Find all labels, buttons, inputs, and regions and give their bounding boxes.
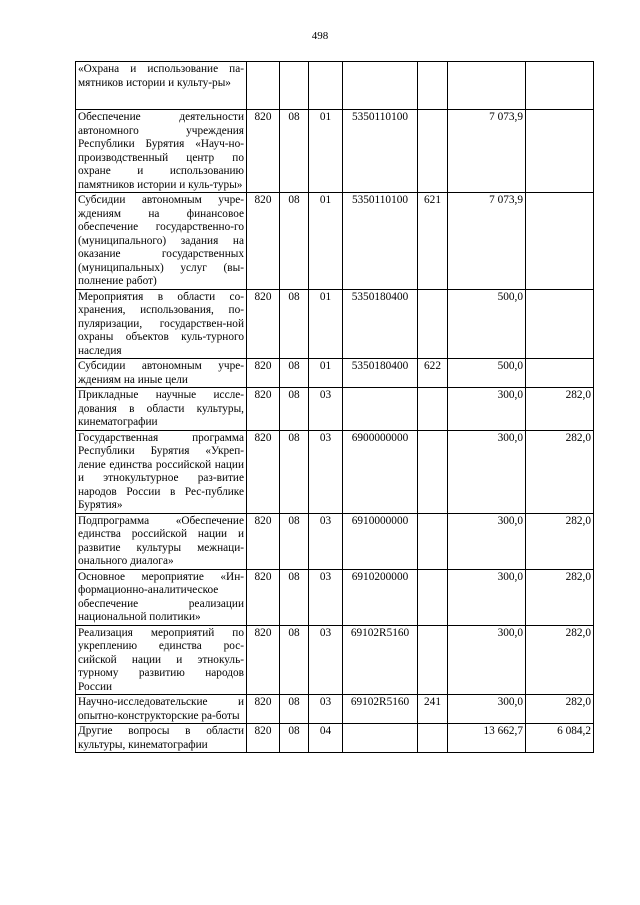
item-name-cell: Научно-исследовательские и опытно-конструкторские ра-боты: [76, 695, 247, 724]
expense-type-cell: [418, 724, 448, 753]
amount-first-cell: 7 073,9: [448, 193, 526, 290]
table-row: [76, 625, 594, 695]
item-name-cell: Субсидии автономным учре-ждениям на иные цели: [76, 359, 247, 388]
section-code-cell: 08: [280, 430, 309, 513]
expense-type-cell: [418, 289, 448, 359]
ministry-code-cell: 820: [247, 110, 280, 193]
subsection-code-cell: 03: [309, 625, 343, 695]
amount-first-cell: [448, 62, 526, 110]
amount-second-cell: [526, 289, 594, 359]
expense-type-cell: [418, 62, 448, 110]
table-row: [76, 724, 594, 753]
section-code-cell: 08: [280, 569, 309, 625]
ministry-code-cell: 820: [247, 513, 280, 569]
subsection-code-cell: 03: [309, 695, 343, 724]
table-row: [76, 193, 594, 290]
amount-second-cell: 282,0: [526, 430, 594, 513]
item-name-cell: Реализация мероприятий по укреплению единства рос-сийской нации и этнокуль-турному развитию народов России: [76, 625, 247, 695]
ministry-code-cell: 820: [247, 724, 280, 753]
amount-first-cell: 300,0: [448, 625, 526, 695]
section-code-cell: 08: [280, 513, 309, 569]
target-code-cell: 6910000000: [343, 513, 418, 569]
amount-first-cell: 300,0: [448, 513, 526, 569]
ministry-code-cell: 820: [247, 695, 280, 724]
amount-second-cell: 6 084,2: [526, 724, 594, 753]
table-row: [76, 569, 594, 625]
target-code-cell: 5350180400: [343, 289, 418, 359]
ministry-code-cell: 820: [247, 289, 280, 359]
amount-first-cell: 7 073,9: [448, 110, 526, 193]
section-code-cell: 08: [280, 724, 309, 753]
section-code-cell: [280, 62, 309, 110]
ministry-code-cell: 820: [247, 388, 280, 431]
amount-second-cell: 282,0: [526, 625, 594, 695]
amount-first-cell: 500,0: [448, 359, 526, 388]
amount-second-cell: 282,0: [526, 388, 594, 431]
amount-first-cell: 300,0: [448, 430, 526, 513]
target-code-cell: [343, 388, 418, 431]
expense-type-cell: [418, 388, 448, 431]
expense-type-cell: 621: [418, 193, 448, 290]
table-row: [76, 695, 594, 724]
table-row: [76, 62, 594, 110]
subsection-code-cell: 03: [309, 513, 343, 569]
ministry-code-cell: 820: [247, 430, 280, 513]
target-code-cell: 5350180400: [343, 359, 418, 388]
ministry-code-cell: 820: [247, 359, 280, 388]
amount-second-cell: [526, 110, 594, 193]
budget-table-body: [76, 62, 594, 753]
amount-second-cell: 282,0: [526, 695, 594, 724]
subsection-code-cell: 01: [309, 289, 343, 359]
subsection-code-cell: 01: [309, 359, 343, 388]
target-code-cell: 6910200000: [343, 569, 418, 625]
target-code-cell: 5350110100: [343, 193, 418, 290]
expense-type-cell: [418, 569, 448, 625]
expense-type-cell: [418, 430, 448, 513]
section-code-cell: 08: [280, 289, 309, 359]
amount-first-cell: 300,0: [448, 569, 526, 625]
subsection-code-cell: 01: [309, 110, 343, 193]
target-code-cell: 5350110100: [343, 110, 418, 193]
amount-first-cell: 300,0: [448, 695, 526, 724]
item-name-cell: Другие вопросы в области культуры, кинематографии: [76, 724, 247, 753]
amount-second-cell: [526, 193, 594, 290]
amount-first-cell: 13 662,7: [448, 724, 526, 753]
section-code-cell: 08: [280, 695, 309, 724]
target-code-cell: 69102R5160: [343, 695, 418, 724]
target-code-cell: [343, 62, 418, 110]
item-name-cell: Основное мероприятие «Ин-формационно-аналитическое обеспечение реализации национальной политики»: [76, 569, 247, 625]
table-row: [76, 110, 594, 193]
target-code-cell: 69102R5160: [343, 625, 418, 695]
table-row: [76, 289, 594, 359]
item-name-cell: Прикладные научные иссле-дования в области культуры, кинематографии: [76, 388, 247, 431]
section-code-cell: 08: [280, 388, 309, 431]
subsection-code-cell: [309, 62, 343, 110]
amount-second-cell: 282,0: [526, 513, 594, 569]
item-name-cell: Субсидии автономным учре-ждениям на финансовое обеспечение государственно-го (муниципального) задания на оказание государственных (муниципальных) услуг (вы-полнение работ): [76, 193, 247, 290]
expense-type-cell: [418, 110, 448, 193]
section-code-cell: 08: [280, 110, 309, 193]
amount-second-cell: [526, 62, 594, 110]
subsection-code-cell: 04: [309, 724, 343, 753]
table-row: [76, 430, 594, 513]
item-name-cell: «Охрана и использование па-мятников истории и культу-ры»: [76, 62, 247, 110]
target-code-cell: [343, 724, 418, 753]
section-code-cell: 08: [280, 625, 309, 695]
item-name-cell: Подпрограмма «Обеспечение единства российской нации и развитие культуры межнаци-онального диалога»: [76, 513, 247, 569]
amount-first-cell: 300,0: [448, 388, 526, 431]
subsection-code-cell: 03: [309, 430, 343, 513]
amount-second-cell: [526, 359, 594, 388]
section-code-cell: 08: [280, 359, 309, 388]
subsection-code-cell: 01: [309, 193, 343, 290]
page-number: 498: [311, 30, 329, 42]
expense-type-cell: 241: [418, 695, 448, 724]
amount-second-cell: 282,0: [526, 569, 594, 625]
subsection-code-cell: 03: [309, 569, 343, 625]
item-name-cell: Мероприятия в области со-хранения, использования, по-пуляризации, государствен-ной охраны объектов куль-турного наследия: [76, 289, 247, 359]
expense-type-cell: [418, 513, 448, 569]
ministry-code-cell: 820: [247, 569, 280, 625]
ministry-code-cell: 820: [247, 625, 280, 695]
ministry-code-cell: [247, 62, 280, 110]
item-name-cell: Государственная программа Республики Бурятия «Укреп-ление единства российской нации и этнокультурное раз-витие народов России в Рес-публике Бурятия»: [76, 430, 247, 513]
target-code-cell: 6900000000: [343, 430, 418, 513]
table-row: [76, 359, 594, 388]
expense-type-cell: [418, 625, 448, 695]
subsection-code-cell: 03: [309, 388, 343, 431]
budget-table: [75, 61, 594, 753]
item-name-cell: Обеспечение деятельности автономного учреждения Республики Бурятия «Науч-но-производственный центр по охране и использованию памятников истории и куль-туры»: [76, 110, 247, 193]
amount-first-cell: 500,0: [448, 289, 526, 359]
ministry-code-cell: 820: [247, 193, 280, 290]
section-code-cell: 08: [280, 193, 309, 290]
expense-type-cell: 622: [418, 359, 448, 388]
table-row: [76, 388, 594, 431]
table-row: [76, 513, 594, 569]
